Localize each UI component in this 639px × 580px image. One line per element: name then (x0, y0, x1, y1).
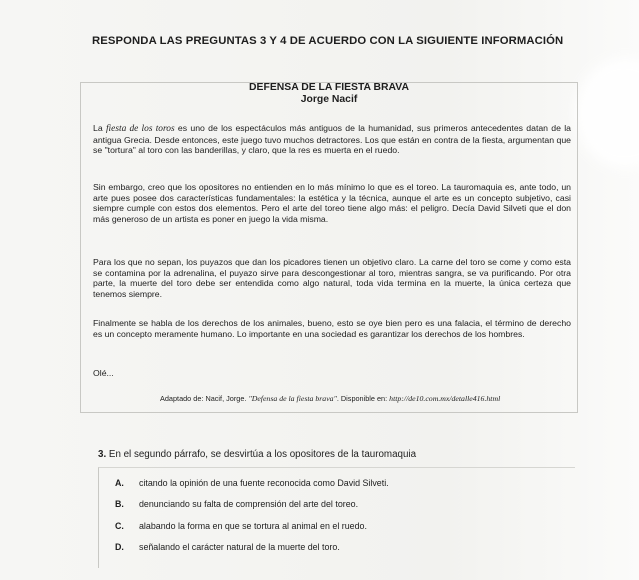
answer-options (98, 467, 575, 568)
paragraph-1 (93, 123, 571, 156)
question-3-stem (98, 449, 588, 460)
option-text: señalando el carácter natural de la muerte del toro. (139, 542, 340, 552)
option-text: denunciando su falta de comprensión del arte del toreo. (139, 499, 359, 509)
option-text: alabando la forma en que se tortura al animal en el ruedo. (139, 521, 367, 531)
article-author: Jorge Nacif (300, 94, 358, 105)
paragraph-1-italic: fiesta de los toros (105, 124, 175, 134)
option-text: citando la opinión de una fuente reconocida como David Silveti. (139, 478, 389, 488)
paragraph-2: Sin embargo, creo que los opositores no entienden en lo más mínimo lo que es el toreo. La tauromaquia es, ante todo, un arte pues posee dos características fundamentales: la estética y la técnica, aunque el arte es un concepto subjetivo, casi siempre cumple con estos dos elementos. Pero el arte del toreo tiene algo más: el peligro. Decía David Silveti que el don más generoso de un artista es poner en juego la vida misma. (93, 182, 571, 225)
source-citation (160, 394, 572, 403)
paragraph-4: Finalmente se habla de los derechos de los animales, bueno, esto se oye bien pero es una falacia, el término de derecho es un concepto meramente humano. Lo importante en una sociedad es garantizar los derechos de los hombres. (93, 318, 571, 339)
option-letter: A. (115, 478, 124, 488)
paragraph-1-start: La (93, 123, 106, 133)
question-number: 3. (98, 449, 107, 460)
light-glare (575, 58, 639, 168)
option-letter: D. (115, 542, 124, 552)
option-letter: B. (115, 499, 124, 509)
option-letter: C. (115, 521, 124, 531)
article-title: DEFENSA DE LA FIESTA BRAVA (249, 82, 409, 93)
instructions-heading: RESPONDA LAS PREGUNTAS 3 Y 4 DE ACUERDO CON LA SIGUIENTE INFORMACIÓN (92, 35, 564, 47)
citation-available: . Disponible en: (336, 394, 390, 403)
citation-title: "Defensa de la fiesta brava" (248, 394, 337, 403)
paragraph-1-rest: es uno de los espectáculos más antiguos de la humanidad, sus primeros antecedentes datan de la antigua Grecia. Desde entonces, este juego tuvo muchos detractores. Los que están en contra de la fiesta, argumentan que se "tortura" al toro con las banderillas, y claro, que la res es muerta en el ruedo. (93, 123, 572, 156)
question-text: En el segundo párrafo, se desvirtúa a los opositores de la tauromaquia (108, 449, 417, 460)
citation-url: http://de10.com.mx/detalle416.html (389, 394, 501, 403)
citation-prefix: Adaptado de: Nacif, Jorge. (160, 394, 249, 403)
paragraph-3: Para los que no sepan, los puyazos que dan los picadores tienen un objetivo claro. La carne del toro se come y como esta se contamina por la adrenalina, el puyazo sirve para descongestionar al toro, mientras sangra, se va purificando. Por otra parte, la muerte del toro debe ser entendida como algo natural, toda vida termina en la muerte, la única certeza que tenemos siempre. (93, 257, 571, 300)
paragraph-5: Olé... (93, 368, 114, 378)
